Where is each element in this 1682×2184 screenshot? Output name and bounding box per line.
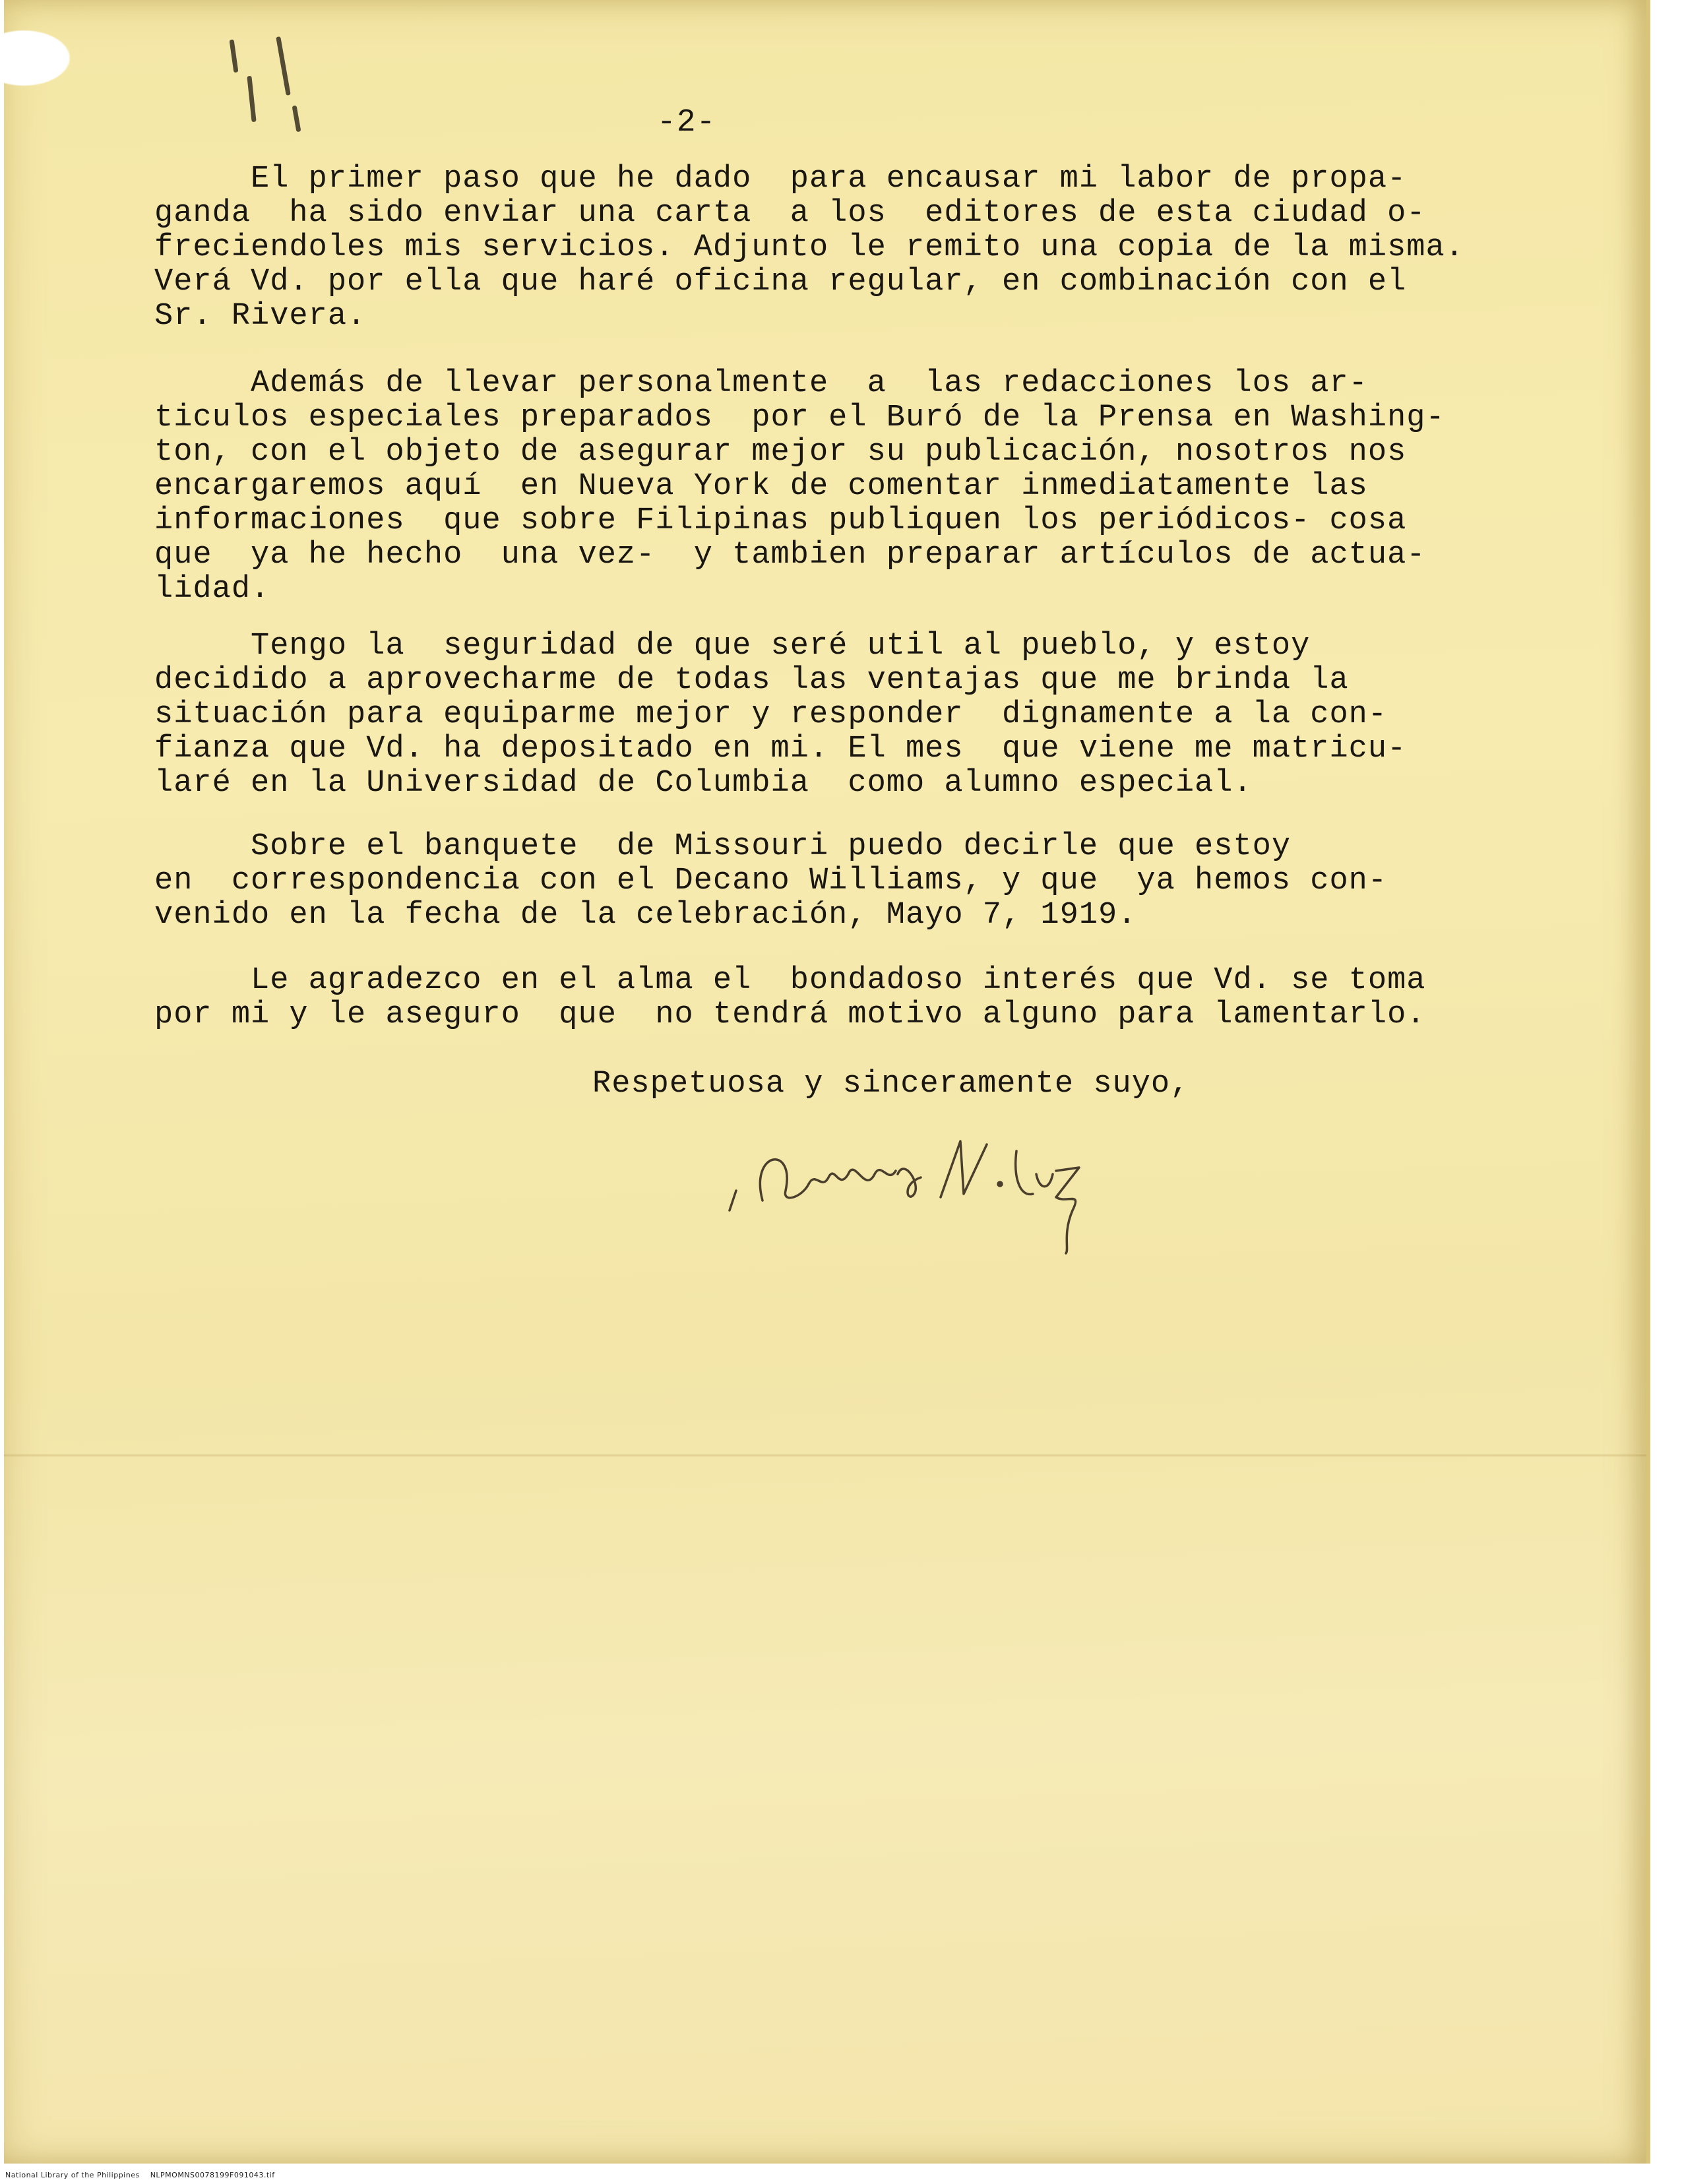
ink-mark — [276, 36, 291, 96]
ink-mark — [230, 40, 239, 73]
ink-mark — [247, 76, 256, 122]
closing-line: Respetuosa y sinceramente suyo, — [592, 1067, 1190, 1102]
paragraph-propaganda: El primer paso que he dado para encausar mi labor de propa- ganda ha sido enviar una carta a los editores de esta ciudad o- freciendoles mis servicios. Adjunto le remito una copia de la misma. Verá Vd. por ella que haré oficina regular, en combinación con el Sr. Rivera. — [154, 162, 1464, 334]
paragraph-missouri-banquet: Sobre el banquete de Missouri puedo decirle que estoy en correspondencia con el Decano Williams, y que ya hemos con- venido en la fecha de la celebración, Mayo 7, 1919. — [154, 829, 1388, 933]
fold-line — [4, 1454, 1646, 1456]
footer-credit: National Library of the Philippines NLPMOMNS0078199F091043.tif — [5, 2171, 275, 2179]
letter-page — [4, 0, 1650, 2164]
signature-drawing — [723, 1111, 1092, 1263]
page-number: -2- — [657, 105, 716, 140]
paragraph-press-articles: Además de llevar personalmente a las redacciones los ar- ticulos especiales preparados por el Buró de la Prensa en Washing- ton, con el objeto de asegurar mejor su publicación, nosotros nos encargaremos aquí en Nueva York de comentar inmediatamente las informaciones que sobre Filipinas publiquen los periódicos- cosa que ya he hecho una vez- y tambien preparar artículos de actua- lidad. — [154, 366, 1445, 607]
signature — [723, 1111, 1092, 1263]
paragraph-columbia: Tengo la seguridad de que seré util al pueblo, y estoy decidido a aprovecharme de todas las ventajas que me brinda la situación para equiparme mejor y responder dignamente a la con- fianza que Vd. ha depositado en mi. El mes que viene me matricu- laré en la Universidad de Columbia como alumno especial. — [154, 629, 1407, 801]
paragraph-gratitude: Le agradezco en el alma el bondadoso interés que Vd. se toma por mi y le aseguro que no tendrá motivo alguno para lamentarlo. — [154, 963, 1426, 1032]
ink-mark — [292, 106, 301, 133]
torn-corner — [4, 26, 103, 106]
